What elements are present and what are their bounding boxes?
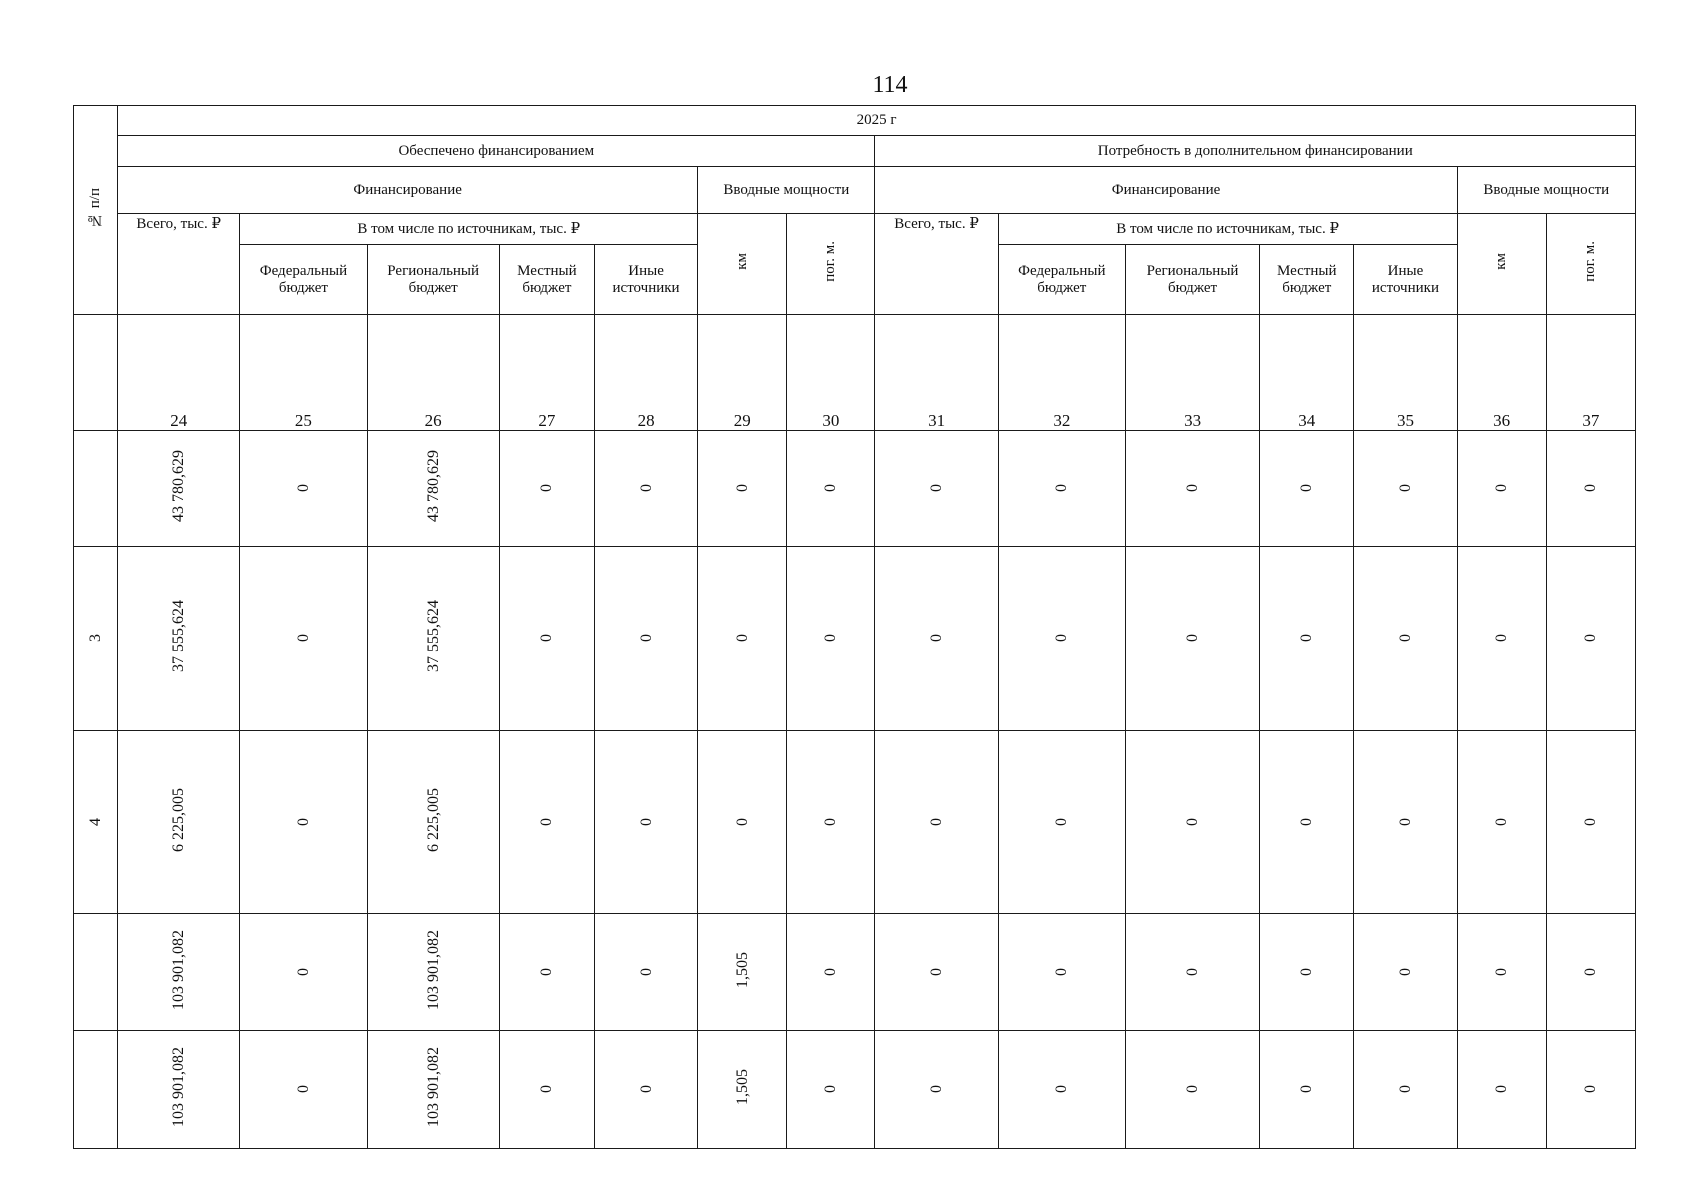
other-cell xyxy=(594,914,697,1031)
regional-cell xyxy=(367,914,499,1031)
need-other-cell xyxy=(1354,547,1457,731)
table-row xyxy=(74,547,1636,731)
need-federal-cell xyxy=(998,431,1125,547)
need-local-header: Местный бюджет xyxy=(1260,245,1354,315)
need-linear-m-value: 0 xyxy=(1582,634,1600,642)
linear-m-value: 0 xyxy=(822,817,840,826)
need-capacity-header: Вводные мощности xyxy=(1457,167,1635,214)
linear-m-cell xyxy=(787,731,875,914)
row-number: 3 xyxy=(87,634,105,642)
linear-m-cell xyxy=(787,914,875,1031)
need-other-header: Иные источники xyxy=(1354,245,1457,315)
column-number: 31 xyxy=(875,315,998,431)
need-total-value: 0 xyxy=(928,1085,946,1093)
need-linear-m-cell xyxy=(1546,547,1635,731)
need-federal-value: 0 xyxy=(1053,484,1071,492)
secured-total-header: Всего, тыс. ₽ xyxy=(118,214,240,315)
need-local-value: 0 xyxy=(1298,967,1316,976)
km-cell xyxy=(698,1031,787,1149)
linear-m-cell xyxy=(787,431,875,547)
need-total-value: 0 xyxy=(928,634,946,642)
need-total-value: 0 xyxy=(928,817,946,826)
total-value: 103 901,082 xyxy=(170,929,188,1010)
local-cell xyxy=(499,547,594,731)
column-number: 25 xyxy=(240,315,367,431)
secured-regional-header: Региональный бюджет xyxy=(367,245,499,315)
row-number: 4 xyxy=(87,817,105,826)
need-total-value: 0 xyxy=(928,967,946,976)
need-total-value: 0 xyxy=(928,484,946,492)
need-linear-m-value: 0 xyxy=(1582,1085,1600,1093)
local-value: 0 xyxy=(538,817,556,826)
need-local-value: 0 xyxy=(1298,817,1316,826)
need-regional-value: 0 xyxy=(1184,1085,1202,1093)
federal-cell xyxy=(240,731,367,914)
secured-federal-header: Федеральный бюджет xyxy=(240,245,367,315)
need-regional-header: Региональный бюджет xyxy=(1125,245,1259,315)
km-value: 0 xyxy=(733,817,751,826)
secured-capacity-header: Вводные мощности xyxy=(698,167,875,214)
need-regional-value: 0 xyxy=(1184,817,1202,826)
total-value: 103 901,082 xyxy=(170,1047,188,1127)
total-value: 43 780,629 xyxy=(170,450,188,522)
secured-lm-label: пог. м. xyxy=(822,241,839,282)
need-local-cell xyxy=(1260,431,1354,547)
local-value: 0 xyxy=(538,1085,556,1093)
need-linear-m-value: 0 xyxy=(1582,484,1600,492)
other-value: 0 xyxy=(637,967,655,976)
need-lm-header xyxy=(1546,214,1635,315)
need-linear-m-value: 0 xyxy=(1582,967,1600,976)
local-cell xyxy=(499,914,594,1031)
column-number: 35 xyxy=(1354,315,1457,431)
linear-m-value: 0 xyxy=(822,1085,840,1093)
km-cell xyxy=(698,731,787,914)
regional-value: 103 901,082 xyxy=(424,929,442,1010)
regional-cell xyxy=(367,431,499,547)
secured-other-header: Иные источники xyxy=(594,245,697,315)
linear-m-value: 0 xyxy=(822,967,840,976)
row-number-cell xyxy=(74,914,118,1031)
row-number-cell xyxy=(74,547,118,731)
federal-cell xyxy=(240,914,367,1031)
column-number: 24 xyxy=(118,315,240,431)
secured-km-header xyxy=(698,214,787,315)
column-number: 26 xyxy=(367,315,499,431)
need-linear-m-cell xyxy=(1546,431,1635,547)
need-linear-m-cell xyxy=(1546,731,1635,914)
need-total-cell xyxy=(875,731,998,914)
need-federal-cell xyxy=(998,731,1125,914)
secured-lm-header xyxy=(787,214,875,315)
column-number: 34 xyxy=(1260,315,1354,431)
need-regional-cell xyxy=(1125,1031,1259,1149)
need-total-header: Всего, тыс. ₽ xyxy=(875,214,998,315)
need-km-value: 0 xyxy=(1493,1085,1511,1093)
other-value: 0 xyxy=(637,817,655,826)
need-km-cell xyxy=(1457,547,1546,731)
local-value: 0 xyxy=(538,634,556,642)
regional-cell xyxy=(367,1031,499,1149)
regional-value: 6 225,005 xyxy=(424,787,442,852)
total-value: 37 555,624 xyxy=(170,600,188,672)
need-regional-cell xyxy=(1125,547,1259,731)
secured-sources-header: В том числе по источникам, тыс. ₽ xyxy=(240,214,698,245)
need-other-value: 0 xyxy=(1396,634,1414,642)
need-other-value: 0 xyxy=(1396,967,1414,976)
other-value: 0 xyxy=(637,1085,655,1093)
year-header: 2025 г xyxy=(118,106,1636,136)
linear-m-value: 0 xyxy=(822,484,840,492)
local-value: 0 xyxy=(538,484,556,492)
total-cell xyxy=(118,1031,240,1149)
table-row xyxy=(74,731,1636,914)
need-km-label: км xyxy=(1493,253,1510,270)
need-total-cell xyxy=(875,914,998,1031)
row-number-header xyxy=(74,106,118,315)
linear-m-value: 0 xyxy=(822,634,840,642)
other-value: 0 xyxy=(637,484,655,492)
local-cell xyxy=(499,431,594,547)
need-lm-label: пог. м. xyxy=(1582,241,1599,282)
other-value: 0 xyxy=(637,634,655,642)
km-cell xyxy=(698,547,787,731)
need-other-cell xyxy=(1354,1031,1457,1149)
need-federal-value: 0 xyxy=(1053,634,1071,642)
regional-cell xyxy=(367,731,499,914)
federal-cell xyxy=(240,547,367,731)
need-km-cell xyxy=(1457,431,1546,547)
total-value: 6 225,005 xyxy=(170,787,188,852)
need-federal-value: 0 xyxy=(1053,967,1071,976)
secured-group-header: Обеспечено финансированием xyxy=(118,136,875,167)
km-value: 0 xyxy=(733,634,751,642)
column-number-blank xyxy=(74,315,118,431)
km-value: 1,505 xyxy=(733,1069,751,1105)
page-number: 114 xyxy=(872,72,908,98)
row-number-cell xyxy=(74,431,118,547)
federal-value: 0 xyxy=(294,967,312,976)
need-regional-value: 0 xyxy=(1184,967,1202,976)
local-cell xyxy=(499,731,594,914)
need-group-header: Потребность в дополнительном финансировании xyxy=(875,136,1636,167)
need-regional-value: 0 xyxy=(1184,634,1202,642)
need-total-cell xyxy=(875,547,998,731)
need-federal-cell xyxy=(998,1031,1125,1149)
need-km-header xyxy=(1457,214,1546,315)
table-row xyxy=(74,1031,1636,1149)
need-other-cell xyxy=(1354,431,1457,547)
financing-table xyxy=(73,105,1636,1149)
column-number: 32 xyxy=(998,315,1125,431)
regional-value: 37 555,624 xyxy=(424,600,442,672)
need-federal-cell xyxy=(998,914,1125,1031)
need-km-cell xyxy=(1457,1031,1546,1149)
need-sources-header: В том числе по источникам, тыс. ₽ xyxy=(998,214,1457,245)
column-number: 36 xyxy=(1457,315,1546,431)
secured-financing-header: Финансирование xyxy=(118,167,698,214)
need-federal-cell xyxy=(998,547,1125,731)
need-km-value: 0 xyxy=(1493,817,1511,826)
need-local-cell xyxy=(1260,547,1354,731)
table-row xyxy=(74,431,1636,547)
regional-value: 43 780,629 xyxy=(424,450,442,522)
other-cell xyxy=(594,1031,697,1149)
km-value: 0 xyxy=(733,484,751,492)
need-km-value: 0 xyxy=(1493,484,1511,492)
need-other-value: 0 xyxy=(1396,484,1414,492)
column-number: 37 xyxy=(1546,315,1635,431)
row-number-cell xyxy=(74,1031,118,1149)
need-regional-cell xyxy=(1125,731,1259,914)
secured-km-label: км xyxy=(733,253,750,270)
need-local-cell xyxy=(1260,1031,1354,1149)
other-cell xyxy=(594,731,697,914)
need-linear-m-cell xyxy=(1546,1031,1635,1149)
linear-m-cell xyxy=(787,547,875,731)
need-local-cell xyxy=(1260,731,1354,914)
federal-cell xyxy=(240,431,367,547)
column-number: 33 xyxy=(1125,315,1259,431)
need-total-cell xyxy=(875,431,998,547)
need-federal-header: Федеральный бюджет xyxy=(998,245,1125,315)
need-regional-value: 0 xyxy=(1184,484,1202,492)
local-cell xyxy=(499,1031,594,1149)
federal-value: 0 xyxy=(294,484,312,492)
linear-m-cell xyxy=(787,1031,875,1149)
km-cell xyxy=(698,431,787,547)
secured-local-header: Местный бюджет xyxy=(499,245,594,315)
need-federal-value: 0 xyxy=(1053,817,1071,826)
need-regional-cell xyxy=(1125,431,1259,547)
row-number-label: № п/п xyxy=(87,187,104,228)
local-value: 0 xyxy=(538,967,556,976)
row-number-cell xyxy=(74,731,118,914)
need-linear-m-value: 0 xyxy=(1582,817,1600,826)
need-local-value: 0 xyxy=(1298,484,1316,492)
km-value: 1,505 xyxy=(733,951,751,988)
need-km-value: 0 xyxy=(1493,967,1511,976)
km-cell xyxy=(698,914,787,1031)
need-km-value: 0 xyxy=(1493,634,1511,642)
need-other-value: 0 xyxy=(1396,817,1414,826)
federal-value: 0 xyxy=(294,1085,312,1093)
total-cell xyxy=(118,914,240,1031)
other-cell xyxy=(594,547,697,731)
need-other-cell xyxy=(1354,914,1457,1031)
other-cell xyxy=(594,431,697,547)
need-km-cell xyxy=(1457,914,1546,1031)
need-regional-cell xyxy=(1125,914,1259,1031)
total-cell xyxy=(118,731,240,914)
federal-value: 0 xyxy=(294,634,312,642)
table-row xyxy=(74,914,1636,1031)
need-local-value: 0 xyxy=(1298,1085,1316,1093)
need-other-cell xyxy=(1354,731,1457,914)
need-km-cell xyxy=(1457,731,1546,914)
regional-value: 103 901,082 xyxy=(424,1047,442,1127)
need-other-value: 0 xyxy=(1396,1085,1414,1093)
need-total-cell xyxy=(875,1031,998,1149)
federal-value: 0 xyxy=(294,817,312,826)
regional-cell xyxy=(367,547,499,731)
total-cell xyxy=(118,431,240,547)
federal-cell xyxy=(240,1031,367,1149)
need-local-value: 0 xyxy=(1298,634,1316,642)
need-federal-value: 0 xyxy=(1053,1085,1071,1093)
need-linear-m-cell xyxy=(1546,914,1635,1031)
column-number: 29 xyxy=(698,315,787,431)
need-financing-header: Финансирование xyxy=(875,167,1457,214)
column-number: 27 xyxy=(499,315,594,431)
column-number-row xyxy=(74,315,1636,431)
column-number: 30 xyxy=(787,315,875,431)
total-cell xyxy=(118,547,240,731)
need-local-cell xyxy=(1260,914,1354,1031)
column-number: 28 xyxy=(594,315,697,431)
